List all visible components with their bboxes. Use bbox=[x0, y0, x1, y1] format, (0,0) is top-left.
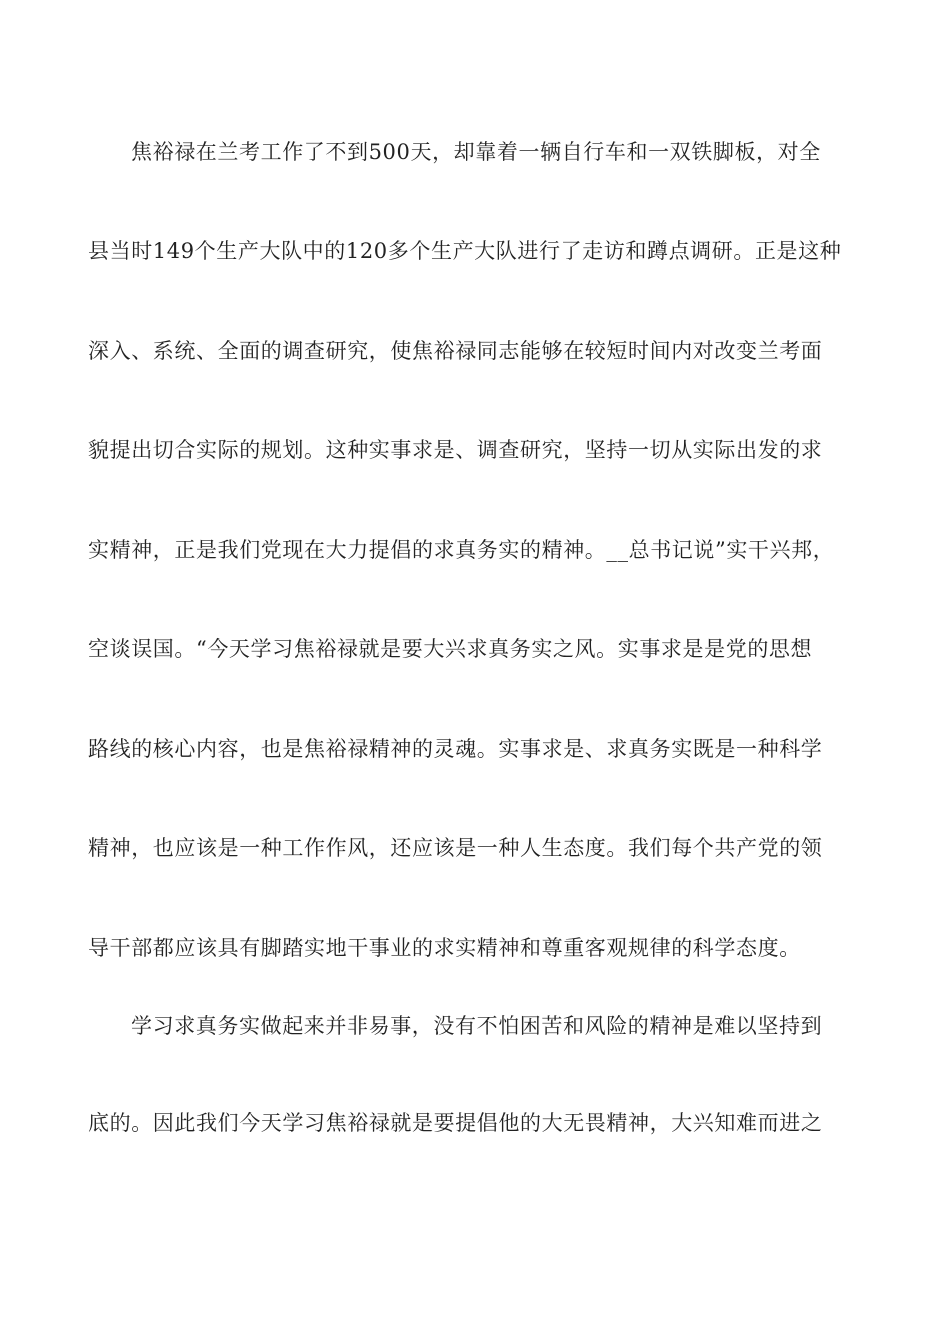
paragraph-1-line-3: 深入、系统、全面的调查研究，使焦裕禄同志能够在较短时间内对改变兰考面 bbox=[88, 339, 823, 363]
paragraph-1-line-7: 路线的核心内容，也是焦裕禄精神的灵魂。实事求是、求真务实既是一种科学 bbox=[88, 737, 823, 761]
paragraph-1-line-5: 实精神，正是我们党现在大力提倡的求真务实的精神。__总书记说”实干兴邦， bbox=[88, 538, 835, 562]
paragraph-1-line-8: 精神，也应该是一种工作作风，还应该是一种人生态度。我们每个共产党的领 bbox=[88, 836, 823, 860]
paragraph-1-line-9: 导干部都应该具有脚踏实地干事业的求实精神和尊重客观规律的科学态度。 bbox=[88, 936, 801, 960]
paragraph-1-line-6: 空谈误国。“今天学习焦裕禄就是要大兴求真务实之风。实事求是是党的思想 bbox=[88, 637, 813, 661]
paragraph-1-line-1: 焦裕禄在兰考工作了不到500天，却靠着一辆自行车和一双铁脚板，对全 bbox=[131, 140, 821, 164]
paragraph-1-line-2: 县当时149个生产大队中的120多个生产大队进行了走访和蹲点调研。正是这种 bbox=[88, 239, 842, 263]
paragraph-2-line-2: 底的。因此我们今天学习焦裕禄就是要提倡他的大无畏精神，大兴知难而进之 bbox=[88, 1111, 823, 1135]
paragraph-1-line-4: 貌提出切合实际的规划。这种实事求是、调查研究，坚持一切从实际出发的求 bbox=[88, 438, 823, 462]
paragraph-2-line-1: 学习求真务实做起来并非易事，没有不怕困苦和风险的精神是难以坚持到 bbox=[131, 1014, 823, 1038]
